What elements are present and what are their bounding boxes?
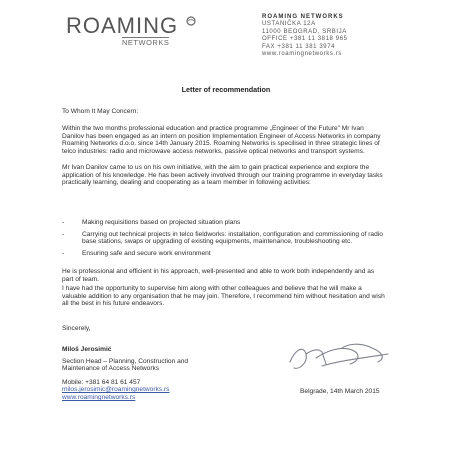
place-and-date: Belgrade, 14th March 2015 <box>300 388 380 395</box>
company-website: www.roamingnetworks.rs <box>262 51 342 58</box>
list-item-text: Carrying out technical projects in telco fieldworks: installation, configuration and commissioning of radio base stations, swaps or upgrading of existing equipments, maintenance, troubleshooting etc. <box>82 230 383 246</box>
list-item <box>62 231 387 246</box>
paragraph-assessment: He is professional and efficient in his approach, well-presented and able to work both independently and as part of team. <box>62 268 375 283</box>
address-line: 11000 BEOGRAD, SRBIJA <box>262 28 347 35</box>
signer-block <box>62 346 262 402</box>
fax-number: FAX +381 11 381 3974 <box>262 43 336 50</box>
logo-wordmark: ROAMING <box>66 13 179 38</box>
signer-email-link[interactable]: milos.jerosimic@roamingnetworks.rs <box>62 386 170 394</box>
letter-title: Letter of recommendation <box>181 85 271 94</box>
signer-role: Section Head – Planning, Construction and Maintenance of Access Networks <box>62 357 189 373</box>
signer-name: Miloš Jerosimić <box>62 346 112 353</box>
activities-list <box>62 219 387 262</box>
paragraph-intro: Within the two months professional education and practice programme „Engineer of the Future" Mr Ivan Danilov has been engaged as an intern on position Implementation Engineer of Access Networks in company Roaming Networks d.o.o. since 14th January 2015. Roaming Networks is specilised in three strategic lines of telco industries: radio and microwave access networks, passive optical networks and transport systems. <box>62 125 381 156</box>
bullet-dash-icon: - <box>62 219 65 226</box>
closing: Sincerely, <box>62 325 91 332</box>
company-address-block <box>262 14 348 58</box>
bullet-dash-icon: - <box>62 230 65 238</box>
paragraph-recommendation: I have had the opportunity to supervise him along with other colleagues and believe that he will make a valuable addition to any organisation that he may join. Therefore, I recommend him without hesitation and wish all the best in his future endeavors. <box>62 285 385 308</box>
list-item-text: Ensuring safe and secure work environment <box>82 250 211 258</box>
company-logo <box>66 13 196 53</box>
logo-swirl-icon <box>186 16 196 26</box>
handwritten-signature <box>282 340 397 378</box>
bullet-dash-icon: - <box>62 250 65 258</box>
address-line: USTANIČKA 12A <box>262 21 316 28</box>
company-name: ROAMING NETWORKS <box>262 14 344 20</box>
paragraph-initiative: Mr Ivan Danilov came to us on his own initiative, with the aim to gain practical experience and explore the application of his knowledge. He has been actively involved through our training programme in everyday tasks practically learning, dealing and cooperating as a team member in following activities: <box>62 164 383 187</box>
logo-subtitle: NETWORKS <box>122 38 170 47</box>
signer-mobile: Mobile: +381 64 81 61 457 <box>62 378 141 386</box>
list-item-text: Making requisitions based on projected situation plans <box>82 219 241 226</box>
office-phone: OFFICE +381 11 3818 965 <box>262 36 348 43</box>
list-item <box>62 219 387 227</box>
signer-website-link[interactable]: www.roamingnetworks.rs <box>62 393 136 401</box>
list-item <box>62 250 387 258</box>
salutation: To Whom It May Concern: <box>62 108 139 115</box>
